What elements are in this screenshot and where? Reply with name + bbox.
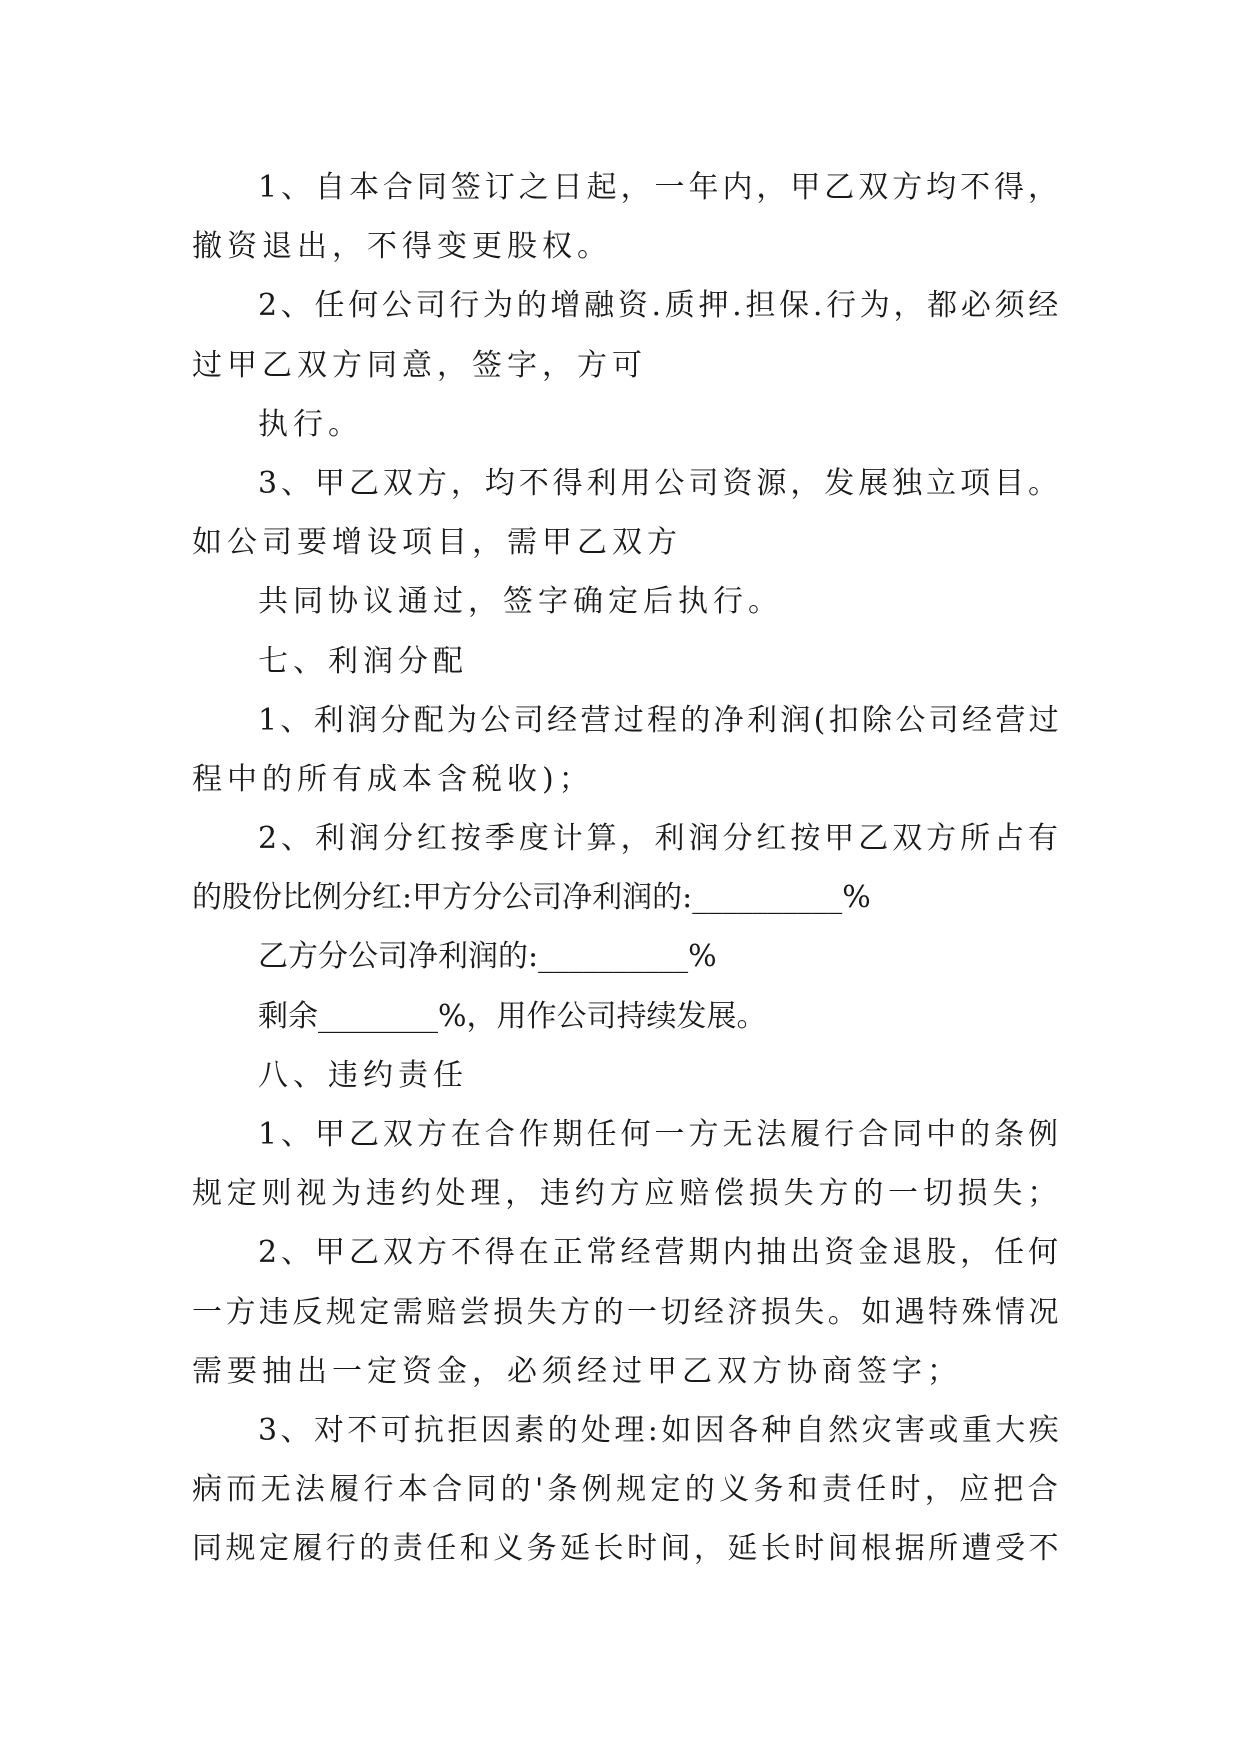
paragraph-line: 的股份比例分红:甲方分公司净利润的:__________% bbox=[192, 880, 871, 916]
paragraph-line: 1、利润分配为公司经营过程的净利润(扣除公司经营过 bbox=[258, 702, 1062, 738]
paragraph-line: 需要抽出一定资金，必须经过甲乙双方协商签字； bbox=[192, 1353, 962, 1389]
paragraph-line: 执行。 bbox=[258, 406, 363, 442]
paragraph-line: 共同协议通过，签字确定后执行。 bbox=[258, 584, 783, 620]
section-heading-profit-distribution: 七、利润分配 bbox=[258, 643, 468, 679]
section-heading-breach-liability: 八、违约责任 bbox=[258, 1057, 468, 1093]
paragraph-line: 病而无法履行本合同的'条例规定的义务和责任时，应把合 bbox=[192, 1472, 1062, 1508]
paragraph-line: 撤资退出，不得变更股权。 bbox=[192, 229, 612, 265]
paragraph-line: 乙方分公司净利润的:__________% bbox=[258, 939, 717, 975]
paragraph-line: 一方违反规定需赔尝损失方的一切经济损失。如遇特殊情况 bbox=[192, 1294, 1062, 1330]
paragraph-line: 过甲乙双方同意，签字，方可 bbox=[192, 347, 647, 383]
paragraph-line: 如公司要增设项目，需甲乙双方 bbox=[192, 525, 682, 561]
paragraph-line: 3、对不可抗拒因素的处理:如因各种自然灾害或重大疾 bbox=[258, 1412, 1062, 1448]
contract-body bbox=[192, 158, 1062, 1579]
paragraph-line: 规定则视为违约处理，违约方应赔偿损失方的一切损失； bbox=[192, 1176, 1062, 1212]
paragraph-line: 2、甲乙双方不得在正常经营期内抽出资金退股，任何 bbox=[258, 1235, 1062, 1271]
paragraph-line: 剩余________%，用作公司持续发展。 bbox=[258, 998, 767, 1034]
paragraph-line: 1、自本合同签订之日起，一年内，甲乙双方均不得， bbox=[258, 170, 1062, 205]
paragraph-line: 2、利润分红按季度计算，利润分红按甲乙双方所占有 bbox=[258, 821, 1062, 857]
paragraph-line: 程中的所有成本含税收)； bbox=[192, 761, 594, 797]
paragraph-line: 同规定履行的责任和义务延长时间，延长时间根据所遭受不 bbox=[192, 1531, 1062, 1567]
paragraph-line: 3、甲乙双方，均不得利用公司资源，发展独立项目。 bbox=[258, 465, 1062, 501]
paragraph-line: 1、甲乙双方在合作期任何一方无法履行合同中的条例 bbox=[258, 1117, 1062, 1152]
paragraph-line: 2、任何公司行为的增融资.质押.担保.行为，都必须经 bbox=[258, 288, 1062, 324]
